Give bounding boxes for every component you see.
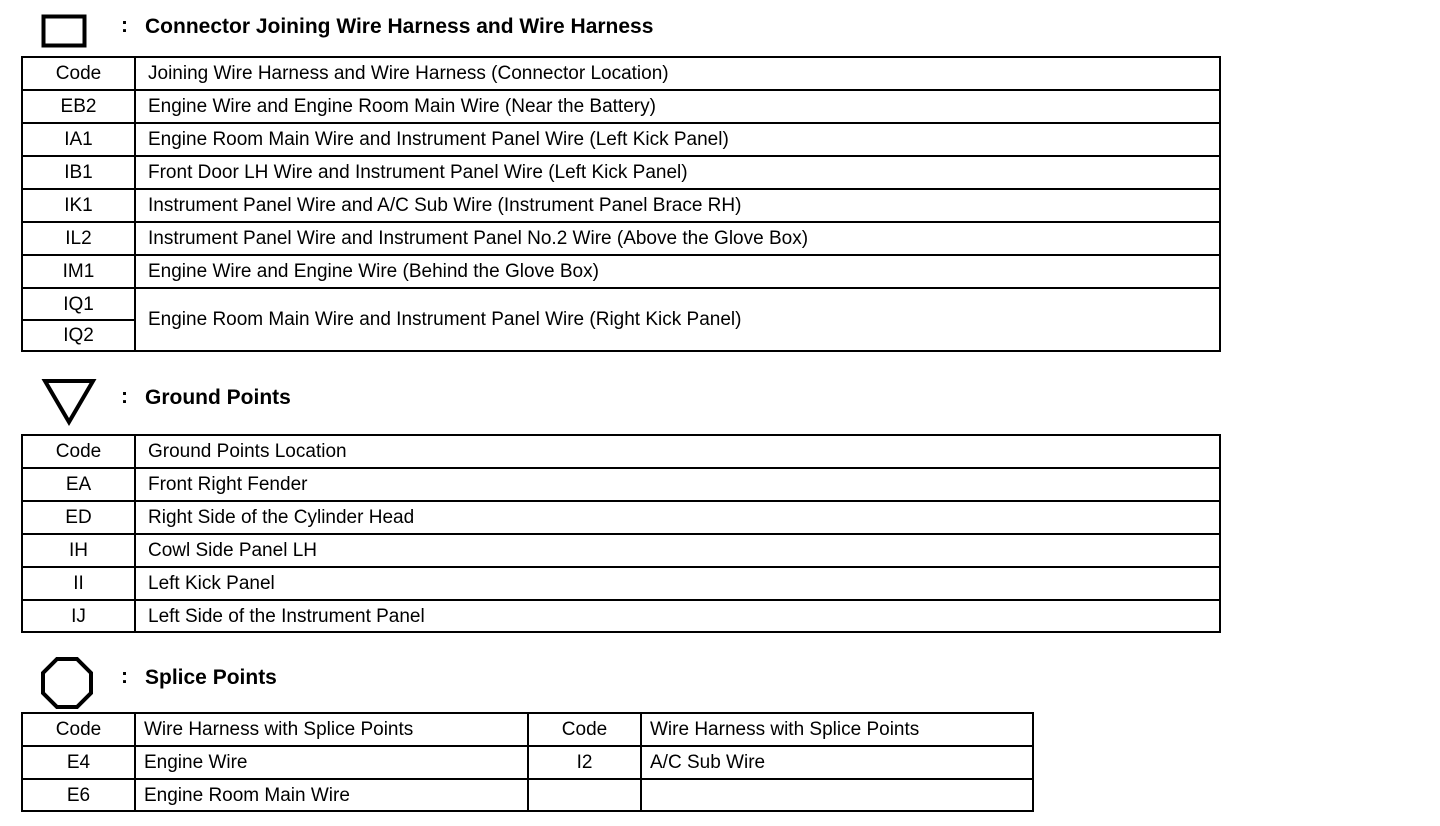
table-row — [22, 600, 1220, 632]
row-code: IQ1 — [22, 288, 135, 320]
row-code: IJ — [22, 600, 135, 632]
table-row — [22, 468, 1220, 501]
table-header-row — [22, 57, 1220, 90]
table-row — [22, 501, 1220, 534]
header-description: Wire Harness with Splice Points — [641, 713, 1033, 746]
row-code: IK1 — [22, 189, 135, 222]
row-code — [528, 779, 641, 811]
table-row — [22, 288, 1220, 320]
header-description: Wire Harness with Splice Points — [135, 713, 528, 746]
row-code: IA1 — [22, 123, 135, 156]
connector-table — [21, 56, 1221, 352]
table-row — [22, 90, 1220, 123]
row-description: Engine Room Main Wire and Instrument Panel Wire (Left Kick Panel) — [135, 123, 1220, 156]
splice-table — [21, 712, 1034, 812]
row-code: II — [22, 567, 135, 600]
row-description: Front Right Fender — [135, 468, 1220, 501]
row-description: Instrument Panel Wire and A/C Sub Wire (Instrument Panel Brace RH) — [135, 189, 1220, 222]
row-code: IQ2 — [22, 320, 135, 351]
row-code: IL2 — [22, 222, 135, 255]
ground-table — [21, 434, 1221, 633]
row-description: Instrument Panel Wire and Instrument Panel No.2 Wire (Above the Glove Box) — [135, 222, 1220, 255]
table-row — [22, 567, 1220, 600]
header-description: Joining Wire Harness and Wire Harness (Connector Location) — [135, 57, 1220, 90]
connector-section-title: Connector Joining Wire Harness and Wire Harness — [145, 15, 654, 38]
row-code: IH — [22, 534, 135, 567]
section-colon: : — [121, 665, 128, 688]
table-row — [22, 222, 1220, 255]
row-description: Front Door LH Wire and Instrument Panel Wire (Left Kick Panel) — [135, 156, 1220, 189]
header-code: Code — [22, 57, 135, 90]
splice-section-title: Splice Points — [145, 666, 277, 689]
table-row — [22, 156, 1220, 189]
table-row — [22, 189, 1220, 222]
row-description: Engine Room Main Wire and Instrument Panel Wire (Right Kick Panel) — [135, 288, 1220, 351]
triangle-down-icon — [41, 377, 97, 432]
row-description: Cowl Side Panel LH — [135, 534, 1220, 567]
row-code: ED — [22, 501, 135, 534]
table-row — [22, 779, 1033, 811]
row-code: E6 — [22, 779, 135, 811]
square-icon — [41, 14, 87, 53]
table-row — [22, 123, 1220, 156]
table-row — [22, 746, 1033, 779]
header-description: Ground Points Location — [135, 435, 1220, 468]
row-code: I2 — [528, 746, 641, 779]
section-colon: : — [121, 385, 128, 408]
header-code: Code — [22, 435, 135, 468]
table-row — [22, 534, 1220, 567]
row-description: Left Kick Panel — [135, 567, 1220, 600]
row-description: Right Side of the Cylinder Head — [135, 501, 1220, 534]
row-code: IM1 — [22, 255, 135, 288]
row-description: Engine Wire — [135, 746, 528, 779]
ground-section-title: Ground Points — [145, 386, 291, 409]
header-code: Code — [22, 713, 135, 746]
row-description: Left Side of the Instrument Panel — [135, 600, 1220, 632]
header-code: Code — [528, 713, 641, 746]
row-description — [641, 779, 1033, 811]
table-header-row — [22, 713, 1033, 746]
table-header-row — [22, 435, 1220, 468]
table-row — [22, 255, 1220, 288]
row-code: IB1 — [22, 156, 135, 189]
row-code: EA — [22, 468, 135, 501]
row-description: Engine Wire and Engine Room Main Wire (Near the Battery) — [135, 90, 1220, 123]
octagon-icon — [40, 656, 94, 715]
row-description: Engine Room Main Wire — [135, 779, 528, 811]
row-code: E4 — [22, 746, 135, 779]
row-code: EB2 — [22, 90, 135, 123]
row-description: Engine Wire and Engine Wire (Behind the Glove Box) — [135, 255, 1220, 288]
row-description: A/C Sub Wire — [641, 746, 1033, 779]
section-colon: : — [121, 14, 128, 37]
